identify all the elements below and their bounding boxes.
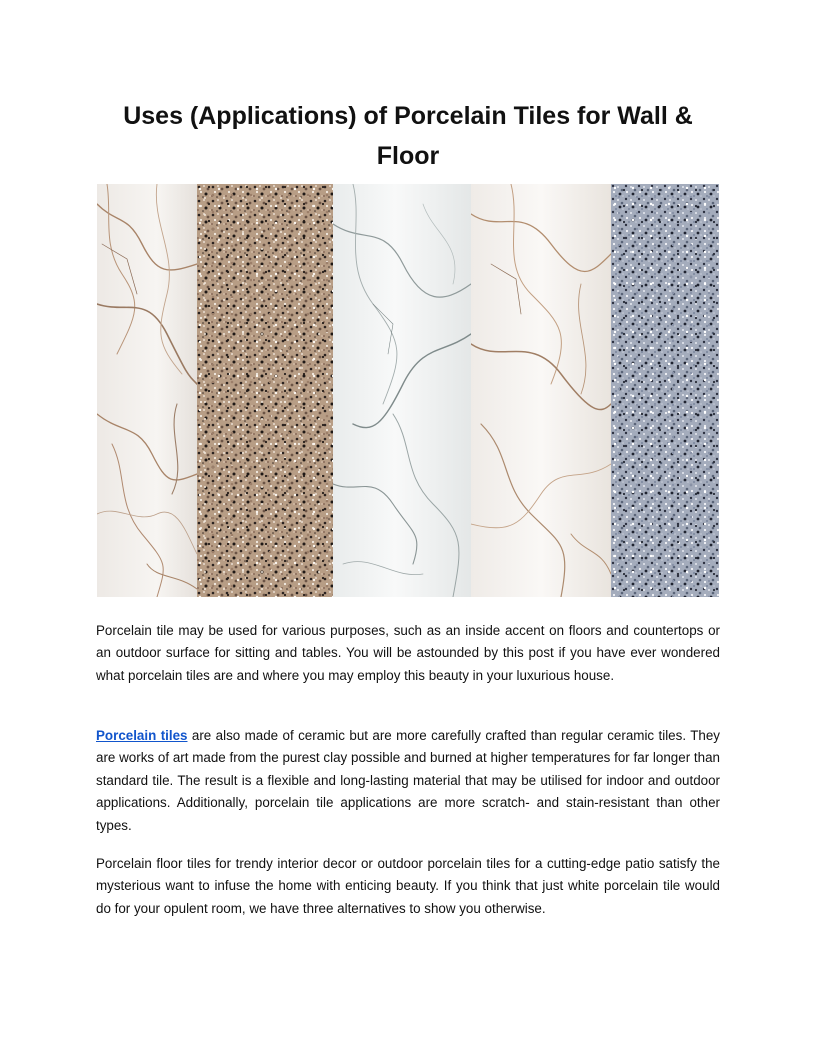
tile-strip-beige-granite bbox=[197, 184, 333, 597]
tile-strip-beige-marble-2 bbox=[471, 184, 611, 597]
tile-strip-white-marble bbox=[333, 184, 471, 597]
tile-strip-beige-marble-1 bbox=[97, 184, 197, 597]
porcelain-definition-paragraph bbox=[96, 725, 720, 837]
porcelain-definition-text: are also made of ceramic but are more carefully crafted than regular ceramic tiles. They are works of art made from the purest clay possible and burned at higher temperatures for far longer than standard tile. The result is a flexible and long-lasting material that may be utilised for indoor and outdoor applications. Additionally, porcelain tile applications are more scratch- and stain-resistant than other types. bbox=[96, 728, 720, 833]
alternatives-paragraph-text: Porcelain floor tiles for trendy interior decor or outdoor porcelain tiles for a cutting-edge patio satisfy the mysterious want to infuse the home with enticing beauty. If you think that just white porcelain tile would do for your opulent room, we have three alternatives to show you otherwise. bbox=[96, 856, 720, 916]
porcelain-tiles-link[interactable]: Porcelain tiles bbox=[96, 728, 188, 743]
page-title: Uses (Applications) of Porcelain Tiles for Wall & Floor bbox=[123, 102, 693, 170]
tile-strip-blue-granite bbox=[611, 184, 719, 597]
porcelain-tiles-image bbox=[97, 184, 719, 597]
intro-paragraph-text: Porcelain tile may be used for various purposes, such as an inside accent on floors and countertops or an outdoor surface for sitting and tables. You will be astounded by this post if you have ever wondered what porcelain tiles are and where you may employ this beauty in your luxurious house. bbox=[96, 623, 720, 683]
alternatives-paragraph bbox=[96, 853, 720, 920]
intro-paragraph bbox=[96, 620, 720, 687]
